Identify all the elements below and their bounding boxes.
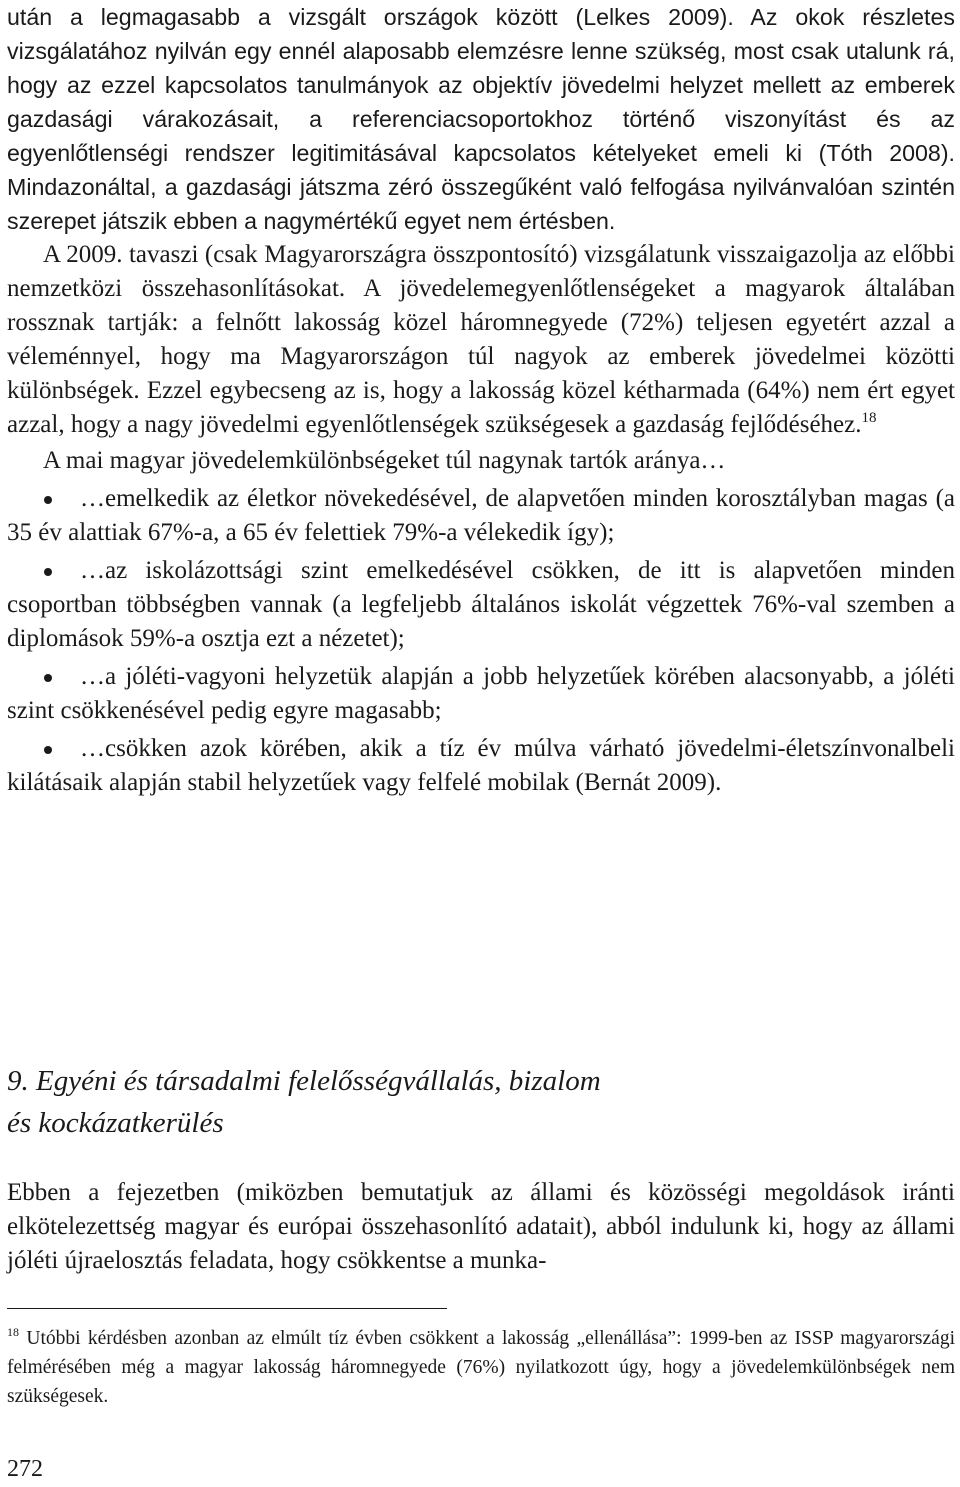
chapter-title-line-2: és kockázatkerülés [7, 1107, 224, 1139]
page-body [7, 0, 956, 1482]
bullet-icon [44, 496, 52, 504]
list-item [7, 554, 955, 656]
footnote-18 [7, 1324, 955, 1411]
list-item-text: …csökken azok körében, akik a tíz év múlva várható jövedelmi-életszínvonalbeli kilátásaik alapján stabil helyzetűek vagy felfelé mobilak (Bernát 2009). [7, 735, 955, 796]
chapter-title-text-1: Egyéni és társadalmi felelősségvállalás, bizalom [36, 1065, 601, 1097]
paragraph-2009-text: A 2009. tavaszi (csak Magyarországra összpontosító) vizsgálatunk visszaigazolja az előbbi nemzetközi összehasonlításokat. A jövedelemegyenlőtlenségeket a magyarok általában rossznak tartják: a felnőtt lakosság közel háromnegyede (72%) teljesen egyetért azzal a véleménnyel, hogy ma Magyarországon túl nagyok az emberek jövedelmei közötti különbségek. Ezzel egybecseng az is, hogy a lakosság közel kétharmada (64%) nem ért egyet azzal, hogy a nagy jövedelmi egyenlőtlenségek szükségesek a gazdaság fejlődéséhez. [7, 241, 955, 438]
list-item [7, 732, 955, 800]
chapter-intro [7, 1176, 955, 1278]
footnote-ref-18[interactable]: 18 [861, 410, 877, 426]
footnote-divider [7, 1308, 447, 1309]
list-item [7, 482, 955, 550]
bullet-icon [44, 674, 52, 682]
chapter-heading [7, 1060, 601, 1144]
list-item [7, 660, 955, 728]
paragraph-inequality-causes: után a legmagasabb a vizsgált országok között (Lelkes 2009). Az okok részletes vizsgálatához nyilván egy ennél alaposabb elemzésre lenne szükség, most csak utalunk rá, hogy az ezzel kapcsolatos tanulmányok az objektív jövedelmi helyzet mellett az emberek gazdasági várakozásait, a referenciacsoportokhoz történő viszonyítást és az egyenlőtlenségi rendszer legitimitásával kapcsolatos kételyeket emeli ki (Tóth 2008). Mindazonáltal, a gazdasági játszma zéró összegűként való felfogása nyilvánvalóan szintén szerepet játszik ebben a nagymértékű egyet nem értésben. [7, 4, 955, 234]
list-lead-text: A mai magyar jövedelemkülönbségeket túl nagynak tartók aránya… [43, 447, 726, 474]
bullet-icon [44, 568, 52, 576]
footnote-text: Utóbbi kérdésben azonban az elmúlt tíz évben csökkent a lakosság „ellenállása”: 1999-ben az ISSP magyarországi felmérésében még a magyar lakosság háromnegyede (76%) nyilatkozott úgy, hogy a jövedelemkülönbségek nem szükségesek. [7, 1328, 956, 1407]
list-item-text: …a jóléti-vagyoni helyzetük alapján a jobb helyzetűek körében alacsonyabb, a jóléti szint csökkenésével pedig egyre magasabb; [7, 663, 955, 724]
bullet-icon [44, 746, 52, 754]
chapter-number: 9. [7, 1065, 29, 1097]
list-item-text: …az iskolázottsági szint emelkedésével csökken, de itt is alapvetően minden csoportban többségben vannak (a legfeljebb általános iskolát végzettek 76%-val szemben a diplomások 59%-a osztja ezt a nézetet); [7, 557, 955, 652]
page-number: 272 [7, 1456, 43, 1482]
chapter-intro-paragraph: Ebben a fejezetben (miközben bemutatjuk az állami és közösségi megoldások iránti elkötelezettség magyar és európai összehasonlító adatait), abból indulunk ki, hogy az állami jóléti újraelosztás feladata, hogy csökkentse a munka- [7, 1179, 955, 1274]
chapter-title-line-1 [7, 1060, 601, 1102]
paragraph-2009-survey [7, 238, 955, 442]
findings-list [7, 482, 955, 800]
footnote-number: 18 [7, 1325, 19, 1339]
list-item-text: …emelkedik az életkor növekedésével, de alapvetően minden korosztályban magas (a 35 év alattiak 67%-a, a 65 év felettiek 79%-a vélekedik így); [7, 485, 955, 546]
